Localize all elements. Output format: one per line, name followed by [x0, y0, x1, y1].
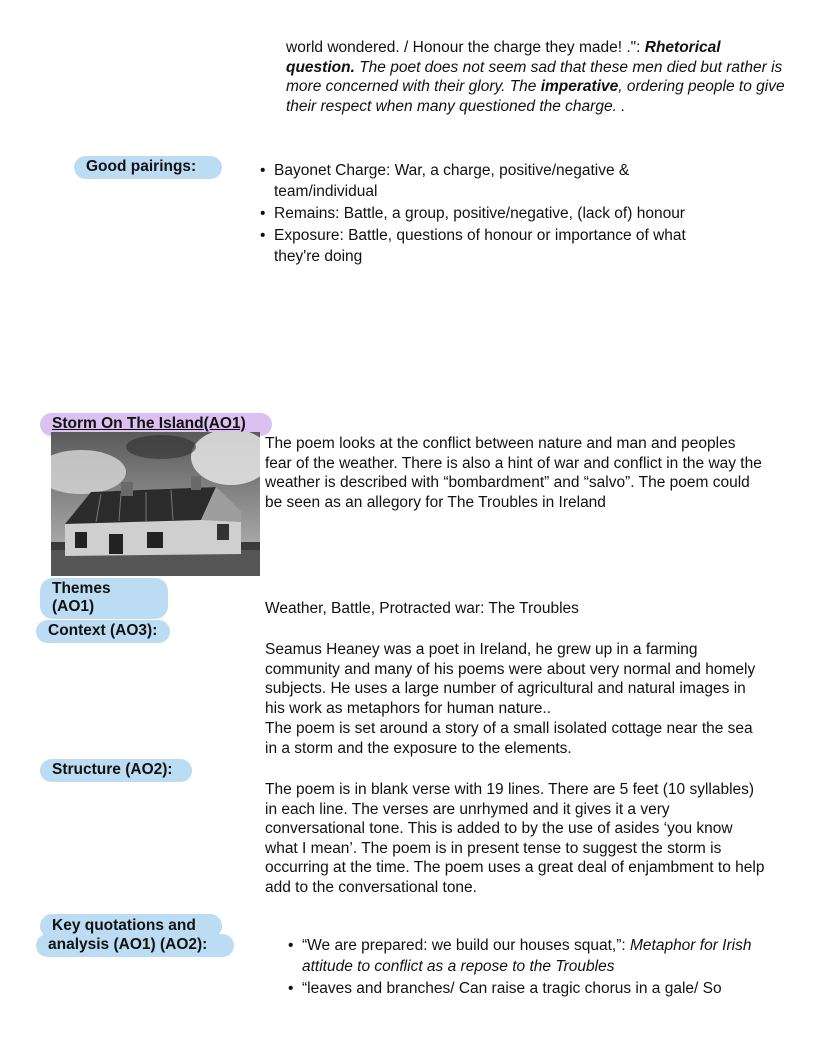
intro-text-1: The poet does not seem sad that these men died but rather is more concerned with their glory. The	[286, 58, 783, 96]
themes-label: Themes (AO1)	[40, 578, 168, 619]
context-text-2: The poem is set around a story of a small isolated cottage near the sea in a storm and the exposure to the elements.	[265, 720, 753, 757]
intro-text-2: , ordering people to give their respect when many questioned the charge. .	[286, 78, 785, 115]
list-item: • Remains: Battle, a group, positive/negative, (lack of) honour	[260, 205, 685, 222]
quotation-text: “leaves and branches/ Can raise a tragic chorus in a gale/ So	[302, 980, 722, 997]
cottage-photo	[51, 432, 260, 576]
bullet-icon: •	[260, 205, 266, 222]
intro-quote: world wondered. / Honour the charge they made! .":	[286, 39, 645, 56]
bullet-icon: •	[288, 980, 294, 997]
intro-term-rhetorical: Rhetorical question.	[286, 39, 721, 76]
bullet-icon: •	[260, 227, 266, 244]
list-item: • Bayonet Charge: War, a charge, positive/negative & team/individual	[260, 162, 630, 200]
quotation-analysis: Metaphor for Irish attitude to conflict as a repose to the Troubles	[302, 937, 752, 975]
bullet-icon: •	[260, 162, 266, 179]
key-quotations-label-1: Key quotations and	[40, 914, 222, 938]
poem-summary: The poem looks at the conflict between nature and man and peoples fear of the weather. There is also a hint of war and conflict in the way the weather is described with “bombardment” and “salvo”. The poem could be seen as an allegory for The Troubles in Ireland	[265, 435, 762, 511]
list-item	[278, 978, 768, 999]
poem-title: Storm On The Island(AO1)	[40, 413, 272, 436]
quotations-list	[278, 935, 768, 1000]
context-label: Context (AO3):	[36, 620, 170, 643]
intro-analysis	[286, 38, 786, 116]
cottage-image	[51, 432, 260, 576]
bullet-icon: •	[288, 937, 294, 954]
good-pairings-label: Good pairings:	[74, 156, 222, 179]
intro-term-imperative: imperative	[540, 78, 619, 96]
structure-text: The poem is in blank verse with 19 lines. There are 5 feet (10 syllables) in each line. The verses are unrhymed and it gives it a very conversational tone. This is added to by the use of asides ‘you know what I mean’. The poem is in present tense to suggest the storm is occurring at the time. The poem uses a great deal of enjambment to help add to the conversational tone.	[265, 781, 765, 896]
list-item	[278, 935, 768, 977]
key-quotations-label-2: analysis (AO1) (AO2):	[36, 934, 234, 957]
list-item: • Exposure: Battle, questions of honour or importance of what they're doing	[260, 227, 686, 265]
structure-label: Structure (AO2):	[40, 759, 192, 782]
quotation-text: “We are prepared: we build our houses squat,”:	[302, 937, 630, 954]
good-pairings-list	[250, 160, 720, 268]
themes-text: Weather, Battle, Protracted war: The Troubles	[265, 600, 579, 617]
context-text-1: Seamus Heaney was a poet in Ireland, he grew up in a farming community and many of his poems were about very normal and homely subjects. He uses a large number of agricultural and natural images in his work as metaphors for human nature..	[265, 641, 756, 717]
